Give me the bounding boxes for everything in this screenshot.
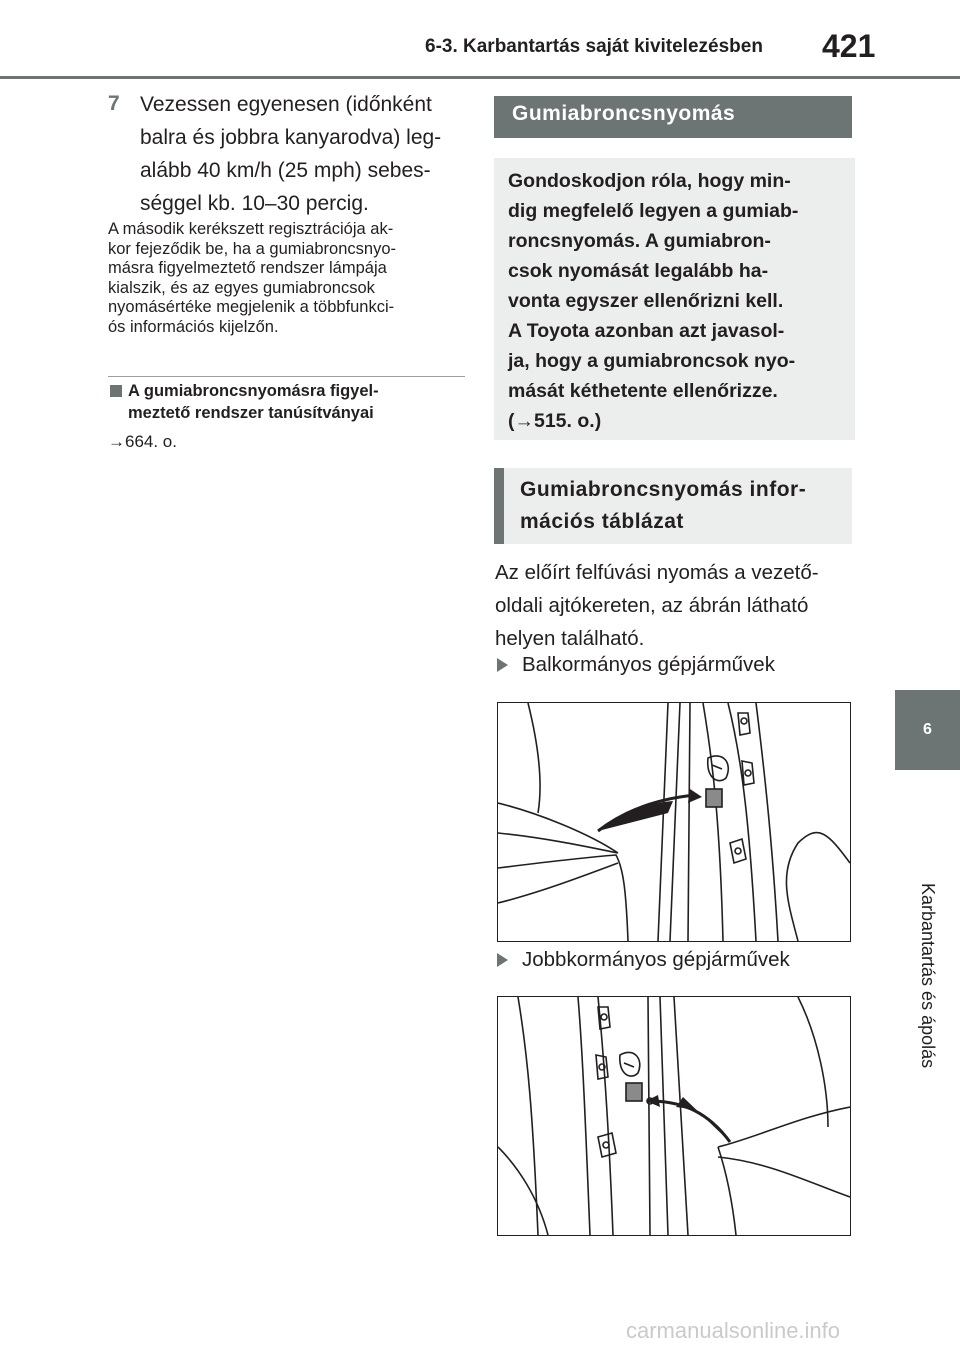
triangle-bullet-icon xyxy=(497,658,508,672)
tire-pressure-heading: Gumiabroncsnyomás xyxy=(494,96,852,138)
note-line: kor fejeződik be, ha a gumiabroncsnyo- xyxy=(108,239,396,258)
tire-pressure-info-box xyxy=(494,158,855,440)
note-line: másra figyelmeztető rendszer lámpája xyxy=(108,259,387,277)
header-section-title: 6-3. Karbantartás saját kivitelezésben xyxy=(425,36,763,57)
item-label: Jobbkormányos gépjárművek xyxy=(522,948,790,971)
step-text xyxy=(140,88,465,220)
note-line: A második kerékszett regisztrációja ak- xyxy=(108,220,394,238)
body-paragraph xyxy=(495,556,850,655)
item-label: Balkormányos gépjárművek xyxy=(522,653,775,676)
note-line: nyomásértéke megjelenik a többfunkci- xyxy=(108,298,395,316)
header-rule xyxy=(0,76,960,79)
note-line: ós információs kijelzőn. xyxy=(108,317,279,336)
box-line: (→515. o.) xyxy=(508,410,602,432)
side-tab-label: Karbantartás és ápolás xyxy=(918,883,938,1069)
step-line: alább 40 km/h (25 mph) sebes- xyxy=(140,159,431,182)
page-number: 421 xyxy=(822,28,876,64)
note-paragraph xyxy=(108,220,468,337)
box-line: A Toyota azonban azt javasol- xyxy=(508,320,785,342)
box-line: ja, hogy a gumiabroncsok nyo- xyxy=(508,350,796,372)
step-number: 7 xyxy=(108,92,120,115)
section-divider xyxy=(108,376,465,377)
note-line: kialszik, és az egyes gumiabroncsok xyxy=(108,278,375,297)
body-line: oldali ajtókereten, az ábrán látható xyxy=(495,594,809,617)
tire-info-table-heading xyxy=(494,468,852,544)
box-line: mását kéthetente ellenőrizze. xyxy=(508,380,778,402)
subheading-line: A gumiabroncsnyomásra figyel- xyxy=(128,382,379,400)
body-line: helyen található. xyxy=(495,627,645,650)
box-line: dig megfelelő legyen a gumiab- xyxy=(508,200,799,222)
step-line: Vezessen egyenesen (időnként xyxy=(140,93,432,116)
left-hand-drive-item xyxy=(497,653,775,677)
page-reference-link[interactable]: →664. o. xyxy=(108,432,177,451)
box-line: Gondoskodjon róla, hogy min- xyxy=(508,170,791,192)
side-tab-number[interactable]: 6 xyxy=(895,690,960,770)
box-line: csok nyomását legalább ha- xyxy=(508,260,769,282)
certificates-subheading xyxy=(128,380,458,424)
triangle-bullet-icon xyxy=(497,953,508,967)
box-line: roncsnyomás. A gumiabron- xyxy=(508,230,771,252)
step-line: balra és jobbra kanyarodva) leg- xyxy=(140,126,442,149)
box-line: vonta egyszer ellenőrizni kell. xyxy=(508,290,784,312)
right-hand-drive-item xyxy=(497,948,790,972)
square-bullet-icon xyxy=(110,385,122,397)
heading-line: Gumiabroncsnyomás infor- xyxy=(520,478,807,501)
rhd-door-frame-figure xyxy=(497,996,851,1236)
lhd-door-frame-figure xyxy=(497,702,851,942)
subheading-line: meztető rendszer tanúsítványai xyxy=(128,404,374,422)
heading-line: mációs táblázat xyxy=(520,510,684,533)
step-line: séggel kb. 10–30 percig. xyxy=(140,192,369,215)
watermark-footer: carmanualsonline.info xyxy=(626,1318,841,1343)
body-line: Az előírt felfúvási nyomás a vezető- xyxy=(495,561,819,584)
